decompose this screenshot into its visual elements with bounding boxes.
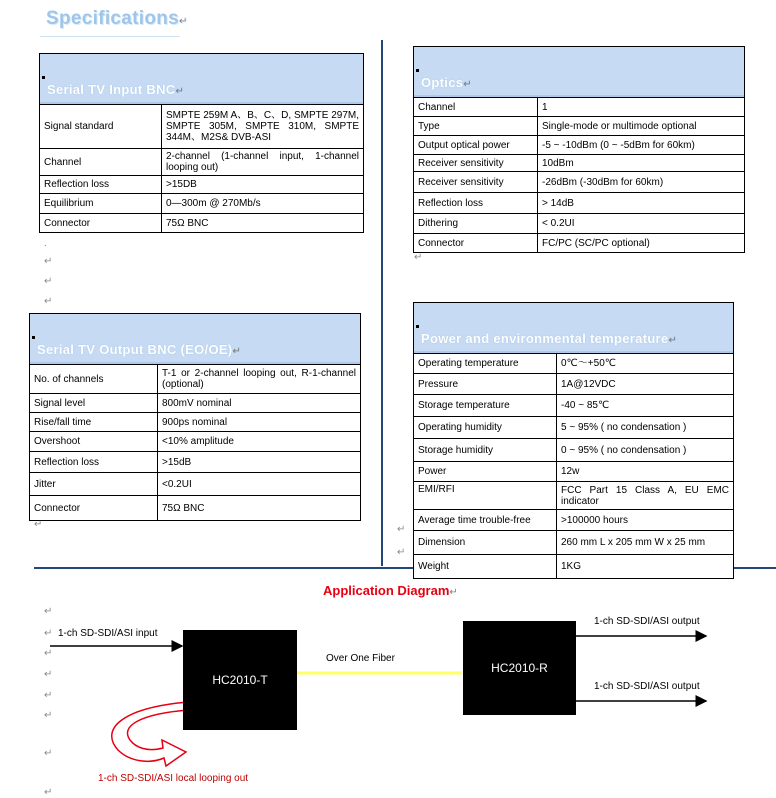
output-bnc-table xyxy=(29,313,361,521)
table-row xyxy=(40,193,363,213)
row-value: >100000 hours xyxy=(561,514,629,526)
row-key: Storage humidity xyxy=(414,439,557,461)
row-value: 260 mm L x 205 mm W x 25 mm xyxy=(561,537,706,548)
paragraph-mark: ↵ xyxy=(397,524,406,535)
row-value: < 0.2UI xyxy=(542,218,575,229)
row-value: SMPTE 259M A、B、C、D, SMPTE 297M, SMPTE 305M, SMPTE 310M, SMPTE 344M、M2S& DVB-ASI xyxy=(166,110,359,143)
row-key: Connector xyxy=(40,214,162,232)
paragraph-mark: ↵ xyxy=(44,690,53,701)
row-value: > 14dB xyxy=(542,197,574,209)
fiber-label: Over One Fiber xyxy=(326,653,395,664)
table-row xyxy=(414,416,733,438)
paragraph-mark: ↵ xyxy=(44,606,53,617)
input-bnc-title: Serial TV Input BNC↵ xyxy=(47,82,185,97)
row-value: 12w xyxy=(561,466,580,477)
optics-table xyxy=(413,46,745,253)
table-row xyxy=(414,154,744,171)
paragraph-mark: ↵ xyxy=(44,669,53,680)
paragraph-mark: ↵ xyxy=(44,710,53,721)
row-value: 1 xyxy=(542,101,548,113)
table-row xyxy=(30,393,360,412)
table-row xyxy=(414,554,733,578)
table-row xyxy=(414,116,744,135)
row-value: 1KG xyxy=(561,561,582,572)
table-row xyxy=(414,438,733,461)
row-value: >15dB xyxy=(162,456,192,468)
row-value: 2-channel (1-channel input, 1-channel looping out) xyxy=(166,151,359,173)
table-row xyxy=(414,98,744,116)
row-key: Type xyxy=(414,117,538,135)
row-key: Reflection loss xyxy=(30,452,158,472)
title-underline xyxy=(40,36,180,37)
table-row xyxy=(414,171,744,192)
row-key: Signal standard xyxy=(40,105,162,148)
row-key: Receiver sensitivity xyxy=(414,172,538,192)
table-row xyxy=(40,148,363,175)
row-key: Weight xyxy=(414,555,557,578)
loop-arrow xyxy=(112,702,188,766)
paragraph-mark: ↵ xyxy=(44,748,53,759)
loop-label: 1-ch SD-SDI/ASI local looping out xyxy=(98,773,249,784)
power-env-title: Power and environmental temperature↵ xyxy=(421,331,678,346)
row-key: Power xyxy=(414,462,557,481)
row-key: Operating temperature xyxy=(414,354,557,373)
vertical-divider xyxy=(381,40,383,566)
row-key: Receiver sensitivity xyxy=(414,155,538,171)
table-row xyxy=(414,509,733,530)
optics-header xyxy=(414,47,744,98)
row-key: No. of channels xyxy=(30,365,158,393)
row-key: Dithering xyxy=(414,214,538,233)
row-key: Channel xyxy=(40,149,162,175)
power-env-table xyxy=(413,302,734,579)
input-bnc-table xyxy=(39,53,364,233)
row-key: Signal level xyxy=(30,394,158,412)
table-row xyxy=(40,105,363,148)
input-bnc-header xyxy=(40,54,363,105)
row-value: T-1 or 2-channel looping out, R-1-channel (optional) xyxy=(162,368,356,390)
row-value: Single-mode or multimode optional xyxy=(542,120,697,132)
row-value: <0.2UI xyxy=(162,478,192,490)
row-value: 10dBm xyxy=(542,157,574,169)
table-row xyxy=(414,192,744,213)
row-value: <10% amplitude xyxy=(162,436,234,447)
paragraph-mark: ↵ xyxy=(397,547,406,558)
row-value: 75Ω BNC xyxy=(162,502,205,514)
table-row xyxy=(30,495,360,520)
row-value: FCC Part 15 Class A, EU EMC indicator xyxy=(561,484,729,507)
paragraph-mark: ↵ xyxy=(44,787,53,798)
row-key: Output optical power xyxy=(414,136,538,154)
row-key: Equilibrium xyxy=(40,194,162,213)
table-row xyxy=(414,213,744,233)
row-value: 0—300m @ 270Mb/s xyxy=(166,198,261,209)
row-key: Reflection loss xyxy=(40,176,162,193)
row-key: Connector xyxy=(414,234,538,252)
row-value: 75Ω BNC xyxy=(166,217,209,229)
paragraph-mark: . xyxy=(44,238,47,249)
table-row xyxy=(414,135,744,154)
table-row xyxy=(414,394,733,416)
row-key: Channel xyxy=(414,98,538,116)
row-key: Storage temperature xyxy=(414,395,557,416)
row-key: Overshoot xyxy=(30,432,158,451)
receiver-box xyxy=(463,621,576,715)
table-row xyxy=(40,213,363,232)
row-value: 800mV nominal xyxy=(162,397,232,409)
output-bnc-header xyxy=(30,314,360,365)
optics-title: Optics↵ xyxy=(421,75,472,90)
table-row xyxy=(414,530,733,554)
table-row xyxy=(30,412,360,431)
row-key: EMI/RFI xyxy=(414,482,557,509)
table-row xyxy=(30,472,360,495)
paragraph-mark: ↵ xyxy=(44,276,53,287)
paragraph-mark: ↵ xyxy=(34,519,43,530)
output-label-1: 1-ch SD-SDI/ASI output xyxy=(594,616,700,627)
table-row xyxy=(414,481,733,509)
row-key: Connector xyxy=(30,496,158,520)
transmitter-box xyxy=(183,630,297,730)
row-key: Average time trouble-free xyxy=(414,510,557,530)
table-row xyxy=(414,233,744,252)
output-bnc-title: Serial TV Output BNC (EO/OE)↵ xyxy=(37,342,242,357)
row-value: >15DB xyxy=(166,179,197,190)
table-row xyxy=(414,461,733,481)
paragraph-mark: ↵ xyxy=(44,648,53,659)
row-key: Jitter xyxy=(30,473,158,495)
power-env-header xyxy=(414,303,733,354)
row-key: Dimension xyxy=(414,531,557,554)
row-value: 900ps nominal xyxy=(162,416,228,428)
row-value: 0℃～+50℃ xyxy=(561,358,616,369)
table-row xyxy=(414,354,733,373)
row-value: -40 ~ 85℃ xyxy=(561,400,610,411)
row-value: -5 ~ -10dBm (0 ~ -5dBm for 60km) xyxy=(542,139,695,151)
output-label-2: 1-ch SD-SDI/ASI output xyxy=(594,681,700,692)
page-title: Specifications↵ xyxy=(46,8,188,29)
paragraph-mark: ↵ xyxy=(414,252,423,263)
table-row xyxy=(30,431,360,451)
row-key: Operating humidity xyxy=(414,417,557,438)
row-value: FC/PC (SC/PC optional) xyxy=(542,237,650,249)
paragraph-mark: ↵ xyxy=(44,296,53,307)
paragraph-mark: ↵ xyxy=(44,628,53,639)
row-key: Pressure xyxy=(414,374,557,394)
table-row xyxy=(414,373,733,394)
row-value: -26dBm (-30dBm for 60km) xyxy=(542,176,664,188)
table-row xyxy=(40,175,363,193)
row-key: Reflection loss xyxy=(414,193,538,213)
table-row xyxy=(30,365,360,393)
receiver-label: HC2010-R xyxy=(491,661,548,675)
row-value: 0 ~ 95% ( no condensation ) xyxy=(561,444,687,456)
row-value: 5 ~ 95% ( no condensation ) xyxy=(561,422,687,433)
row-key: Rise/fall time xyxy=(30,413,158,431)
table-row xyxy=(30,451,360,472)
paragraph-mark: ↵ xyxy=(44,256,53,267)
diagram-title: Application Diagram↵ xyxy=(323,583,458,598)
row-value: 1A@12VDC xyxy=(561,378,616,390)
input-label: 1-ch SD-SDI/ASI input xyxy=(58,628,158,639)
transmitter-label: HC2010-T xyxy=(212,673,268,687)
